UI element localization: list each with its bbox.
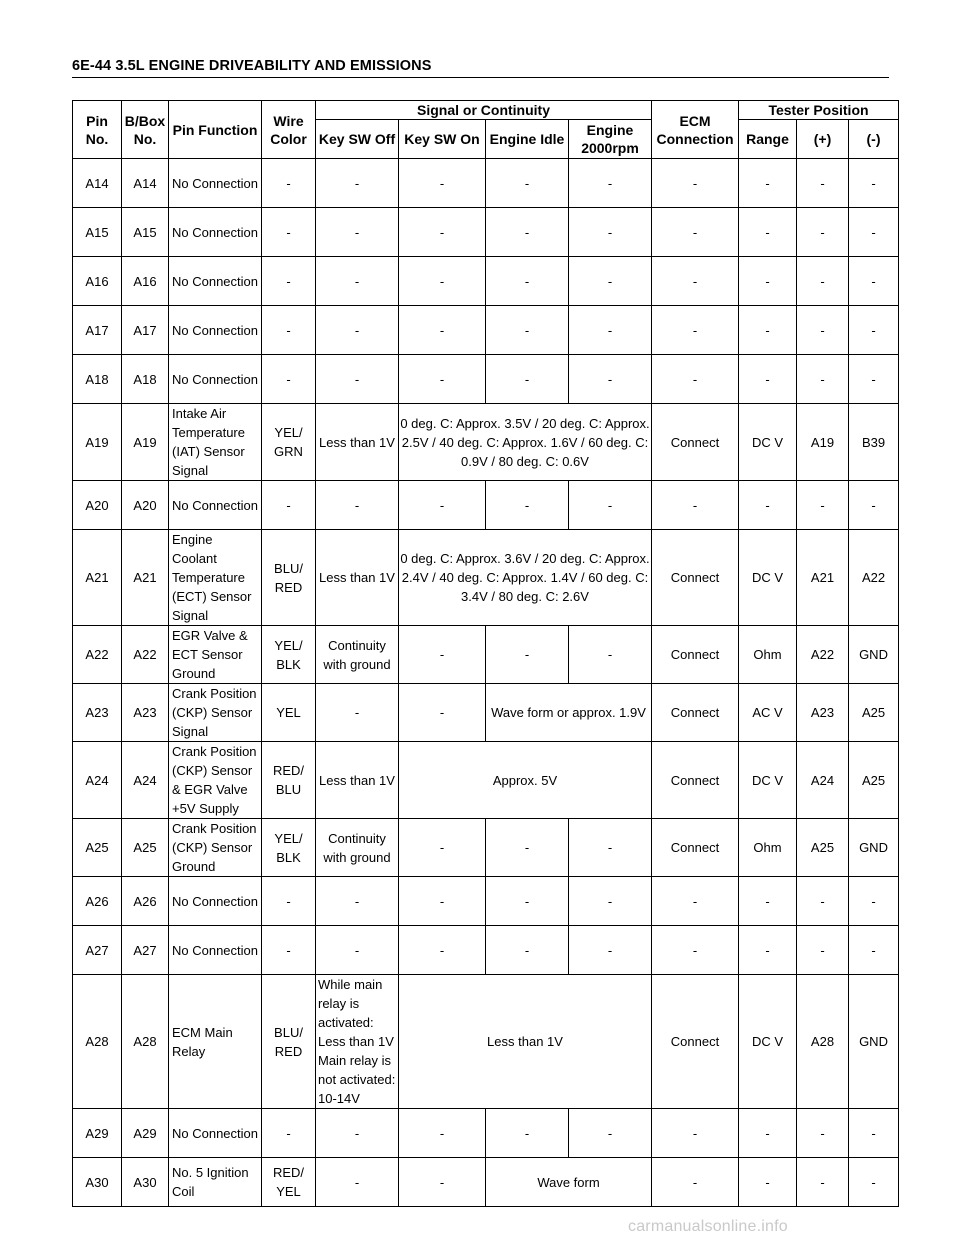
key-sw-off-cell: Less than 1V (316, 404, 399, 481)
key-sw-on-cell: - (399, 819, 486, 877)
minus-cell: - (849, 877, 899, 926)
pin-function-cell: No Connection (169, 926, 262, 975)
ecm-connection-cell: Connect (652, 626, 739, 684)
minus-cell: - (849, 355, 899, 404)
engine-idle-cell: - (486, 819, 569, 877)
col-range: Range (739, 120, 797, 159)
col-plus: (+) (797, 120, 849, 159)
bbox-no-cell: A29 (122, 1109, 169, 1158)
plus-cell: A22 (797, 626, 849, 684)
table-row (73, 742, 899, 819)
plus-cell: - (797, 1109, 849, 1158)
key-sw-off-cell: While main relay is activated: Less than 1V Main relay is not activated: 10-14V (316, 975, 399, 1109)
signal-span-cell: Wave form or approx. 1.9V (486, 684, 652, 742)
key-sw-off-cell: - (316, 1109, 399, 1158)
bbox-no-cell: A23 (122, 684, 169, 742)
bbox-no-cell: A20 (122, 481, 169, 530)
wire-color-cell: - (262, 926, 316, 975)
table-row (73, 159, 899, 208)
pin-no-cell: A21 (73, 530, 122, 626)
pin-function-cell: No. 5 Ignition Coil (169, 1158, 262, 1207)
pin-no-cell: A17 (73, 306, 122, 355)
wire-color-cell: - (262, 159, 316, 208)
minus-cell: - (849, 1109, 899, 1158)
key-sw-off-cell: - (316, 684, 399, 742)
plus-cell: A24 (797, 742, 849, 819)
bbox-no-cell: A30 (122, 1158, 169, 1207)
col-group-tester: Tester Position (739, 101, 899, 120)
engine-2000rpm-cell: - (569, 481, 652, 530)
plus-cell: A25 (797, 819, 849, 877)
col-minus: (-) (849, 120, 899, 159)
range-cell: - (739, 877, 797, 926)
range-cell: Ohm (739, 626, 797, 684)
ecm-connection-cell: - (652, 1109, 739, 1158)
range-cell: - (739, 1158, 797, 1207)
minus-cell: GND (849, 819, 899, 877)
bbox-no-cell: A24 (122, 742, 169, 819)
plus-cell: - (797, 208, 849, 257)
key-sw-on-cell: - (399, 1158, 486, 1207)
table-head (73, 101, 899, 159)
key-sw-off-cell: - (316, 159, 399, 208)
plus-cell: - (797, 877, 849, 926)
col-pin-no: Pin No. (73, 101, 122, 159)
range-cell: - (739, 1109, 797, 1158)
range-cell: DC V (739, 530, 797, 626)
wire-color-cell: - (262, 355, 316, 404)
range-cell: - (739, 926, 797, 975)
table-row (73, 975, 899, 1109)
signal-span-cell: Approx. 5V (399, 742, 652, 819)
pin-no-cell: A30 (73, 1158, 122, 1207)
wire-color-cell: - (262, 306, 316, 355)
wire-color-cell: YEL/ BLK (262, 626, 316, 684)
minus-cell: GND (849, 626, 899, 684)
pin-no-cell: A26 (73, 877, 122, 926)
pin-no-cell: A25 (73, 819, 122, 877)
pin-function-cell: EGR Valve & ECT Sensor Ground (169, 626, 262, 684)
pin-function-cell: Intake Air Temperature (IAT) Sensor Signal (169, 404, 262, 481)
wire-color-cell: - (262, 1109, 316, 1158)
engine-2000rpm-cell: - (569, 306, 652, 355)
wire-color-cell: - (262, 257, 316, 306)
plus-cell: - (797, 481, 849, 530)
minus-cell: - (849, 1158, 899, 1207)
minus-cell: GND (849, 975, 899, 1109)
bbox-no-cell: A27 (122, 926, 169, 975)
table-row (73, 926, 899, 975)
page-header-title: 6E-44 3.5L ENGINE DRIVEABILITY AND EMISSIONS (72, 58, 432, 74)
ecm-connection-cell: - (652, 481, 739, 530)
range-cell: - (739, 257, 797, 306)
pin-no-cell: A18 (73, 355, 122, 404)
wire-color-cell: BLU/ RED (262, 530, 316, 626)
table-row (73, 208, 899, 257)
engine-2000rpm-cell: - (569, 926, 652, 975)
table-row (73, 626, 899, 684)
key-sw-off-cell: Continuity with ground (316, 819, 399, 877)
key-sw-off-cell: Less than 1V (316, 742, 399, 819)
key-sw-on-cell: - (399, 257, 486, 306)
range-cell: - (739, 481, 797, 530)
col-key-sw-on: Key SW On (399, 120, 486, 159)
bbox-no-cell: A16 (122, 257, 169, 306)
minus-cell: - (849, 306, 899, 355)
ecm-connection-cell: Connect (652, 819, 739, 877)
table-row (73, 877, 899, 926)
ecm-connection-cell: Connect (652, 975, 739, 1109)
col-pin-function: Pin Function (169, 101, 262, 159)
pin-function-cell: No Connection (169, 1109, 262, 1158)
engine-idle-cell: - (486, 159, 569, 208)
pin-function-cell: No Connection (169, 355, 262, 404)
range-cell: DC V (739, 975, 797, 1109)
table-row (73, 1109, 899, 1158)
minus-cell: A22 (849, 530, 899, 626)
pin-function-cell: Crank Position (CKP) Sensor Ground (169, 819, 262, 877)
plus-cell: - (797, 306, 849, 355)
minus-cell: - (849, 926, 899, 975)
key-sw-off-cell: - (316, 257, 399, 306)
pin-no-cell: A29 (73, 1109, 122, 1158)
footer-watermark: carmanualsonline.info (628, 1218, 788, 1235)
key-sw-on-cell: - (399, 159, 486, 208)
col-engine-idle: Engine Idle (486, 120, 569, 159)
plus-cell: A23 (797, 684, 849, 742)
ecm-connection-cell: - (652, 306, 739, 355)
key-sw-on-cell: - (399, 877, 486, 926)
ecm-connection-cell: - (652, 208, 739, 257)
pin-function-cell: No Connection (169, 481, 262, 530)
engine-2000rpm-cell: - (569, 1109, 652, 1158)
key-sw-on-cell: - (399, 481, 486, 530)
pin-function-cell: Engine Coolant Temperature (ECT) Sensor Signal (169, 530, 262, 626)
ecm-connection-cell: Connect (652, 742, 739, 819)
key-sw-off-cell: - (316, 208, 399, 257)
range-cell: - (739, 208, 797, 257)
engine-idle-cell: - (486, 626, 569, 684)
col-group-signal: Signal or Continuity (316, 101, 652, 120)
wire-color-cell: - (262, 481, 316, 530)
pin-no-cell: A20 (73, 481, 122, 530)
pin-no-cell: A15 (73, 208, 122, 257)
minus-cell: B39 (849, 404, 899, 481)
key-sw-off-cell: - (316, 481, 399, 530)
col-key-sw-off: Key SW Off (316, 120, 399, 159)
table-row (73, 355, 899, 404)
key-sw-off-cell: - (316, 1158, 399, 1207)
wire-color-cell: YEL/ BLK (262, 819, 316, 877)
ecm-connection-cell: - (652, 926, 739, 975)
range-cell: - (739, 355, 797, 404)
plus-cell: - (797, 1158, 849, 1207)
bbox-no-cell: A15 (122, 208, 169, 257)
signal-span-cell: 0 deg. C: Approx. 3.5V / 20 deg. C: Approx. 2.5V / 40 deg. C: Approx. 1.6V / 60 deg. C: 0.9V / 80 deg. C: 0.6V (399, 404, 652, 481)
key-sw-off-cell: - (316, 926, 399, 975)
bbox-no-cell: A19 (122, 404, 169, 481)
col-bbox-no: B/Box No. (122, 101, 169, 159)
pin-function-cell: No Connection (169, 159, 262, 208)
pin-no-cell: A16 (73, 257, 122, 306)
plus-cell: - (797, 159, 849, 208)
pin-no-cell: A24 (73, 742, 122, 819)
key-sw-on-cell: - (399, 1109, 486, 1158)
bbox-no-cell: A17 (122, 306, 169, 355)
range-cell: DC V (739, 742, 797, 819)
bbox-no-cell: A28 (122, 975, 169, 1109)
plus-cell: - (797, 355, 849, 404)
engine-idle-cell: - (486, 208, 569, 257)
plus-cell: A28 (797, 975, 849, 1109)
wire-color-cell: - (262, 208, 316, 257)
signal-span-cell: 0 deg. C: Approx. 3.6V / 20 deg. C: Approx. 2.4V / 40 deg. C: Approx. 1.4V / 60 deg. C: 3.4V / 80 deg. C: 2.6V (399, 530, 652, 626)
table-row (73, 257, 899, 306)
engine-2000rpm-cell: - (569, 877, 652, 926)
engine-2000rpm-cell: - (569, 819, 652, 877)
pin-function-cell: No Connection (169, 306, 262, 355)
minus-cell: A25 (849, 742, 899, 819)
bbox-no-cell: A18 (122, 355, 169, 404)
range-cell: DC V (739, 404, 797, 481)
ecm-connection-cell: Connect (652, 404, 739, 481)
engine-idle-cell: - (486, 877, 569, 926)
key-sw-on-cell: - (399, 208, 486, 257)
col-ecm-connection: ECM Connection (652, 101, 739, 159)
bbox-no-cell: A21 (122, 530, 169, 626)
pin-no-cell: A22 (73, 626, 122, 684)
key-sw-on-cell: - (399, 926, 486, 975)
ecm-connection-cell: - (652, 1158, 739, 1207)
ecm-connection-cell: - (652, 257, 739, 306)
pin-no-cell: A14 (73, 159, 122, 208)
ecm-connection-cell: - (652, 355, 739, 404)
ecm-connection-cell: - (652, 877, 739, 926)
engine-idle-cell: - (486, 926, 569, 975)
plus-cell: - (797, 257, 849, 306)
bbox-no-cell: A25 (122, 819, 169, 877)
key-sw-off-cell: - (316, 306, 399, 355)
table-row (73, 530, 899, 626)
key-sw-on-cell: - (399, 684, 486, 742)
table-row (73, 1158, 899, 1207)
bbox-no-cell: A22 (122, 626, 169, 684)
minus-cell: - (849, 481, 899, 530)
engine-2000rpm-cell: - (569, 208, 652, 257)
minus-cell: - (849, 159, 899, 208)
engine-2000rpm-cell: - (569, 159, 652, 208)
pin-no-cell: A19 (73, 404, 122, 481)
key-sw-off-cell: Continuity with ground (316, 626, 399, 684)
pin-no-cell: A23 (73, 684, 122, 742)
wire-color-cell: - (262, 877, 316, 926)
range-cell: - (739, 306, 797, 355)
col-engine-2000rpm: Engine 2000rpm (569, 120, 652, 159)
key-sw-off-cell: - (316, 355, 399, 404)
plus-cell: A21 (797, 530, 849, 626)
engine-idle-cell: - (486, 1109, 569, 1158)
engine-2000rpm-cell: - (569, 626, 652, 684)
ecm-connection-cell: Connect (652, 684, 739, 742)
key-sw-on-cell: - (399, 306, 486, 355)
minus-cell: - (849, 208, 899, 257)
engine-idle-cell: - (486, 481, 569, 530)
engine-idle-cell: - (486, 355, 569, 404)
pin-function-cell: Crank Position (CKP) Sensor & EGR Valve +5V Supply (169, 742, 262, 819)
table-row (73, 684, 899, 742)
plus-cell: - (797, 926, 849, 975)
table-row (73, 481, 899, 530)
key-sw-off-cell: Less than 1V (316, 530, 399, 626)
col-wire-color: Wire Color (262, 101, 316, 159)
minus-cell: A25 (849, 684, 899, 742)
table-row (73, 404, 899, 481)
table-row (73, 306, 899, 355)
pin-function-cell: ECM Main Relay (169, 975, 262, 1109)
wire-color-cell: RED/ YEL (262, 1158, 316, 1207)
wire-color-cell: YEL (262, 684, 316, 742)
engine-idle-cell: - (486, 306, 569, 355)
pin-function-cell: No Connection (169, 257, 262, 306)
range-cell: - (739, 159, 797, 208)
key-sw-on-cell: - (399, 355, 486, 404)
range-cell: AC V (739, 684, 797, 742)
bbox-no-cell: A26 (122, 877, 169, 926)
ecm-connection-cell: - (652, 159, 739, 208)
bbox-no-cell: A14 (122, 159, 169, 208)
engine-idle-cell: - (486, 257, 569, 306)
wire-color-cell: YEL/ GRN (262, 404, 316, 481)
key-sw-on-cell: - (399, 626, 486, 684)
header-rule (72, 77, 889, 78)
engine-2000rpm-cell: - (569, 355, 652, 404)
pin-no-cell: A27 (73, 926, 122, 975)
key-sw-off-cell: - (316, 877, 399, 926)
range-cell: Ohm (739, 819, 797, 877)
pin-no-cell: A28 (73, 975, 122, 1109)
engine-2000rpm-cell: - (569, 257, 652, 306)
table-row (73, 819, 899, 877)
signal-span-cell: Wave form (486, 1158, 652, 1207)
wire-color-cell: BLU/ RED (262, 975, 316, 1109)
pin-function-cell: No Connection (169, 877, 262, 926)
wire-color-cell: RED/ BLU (262, 742, 316, 819)
minus-cell: - (849, 257, 899, 306)
pin-table (72, 100, 899, 1207)
pin-function-cell: No Connection (169, 208, 262, 257)
ecm-connection-cell: Connect (652, 530, 739, 626)
pin-function-cell: Crank Position (CKP) Sensor Signal (169, 684, 262, 742)
plus-cell: A19 (797, 404, 849, 481)
table-body (73, 159, 899, 1207)
signal-span-cell: Less than 1V (399, 975, 652, 1109)
